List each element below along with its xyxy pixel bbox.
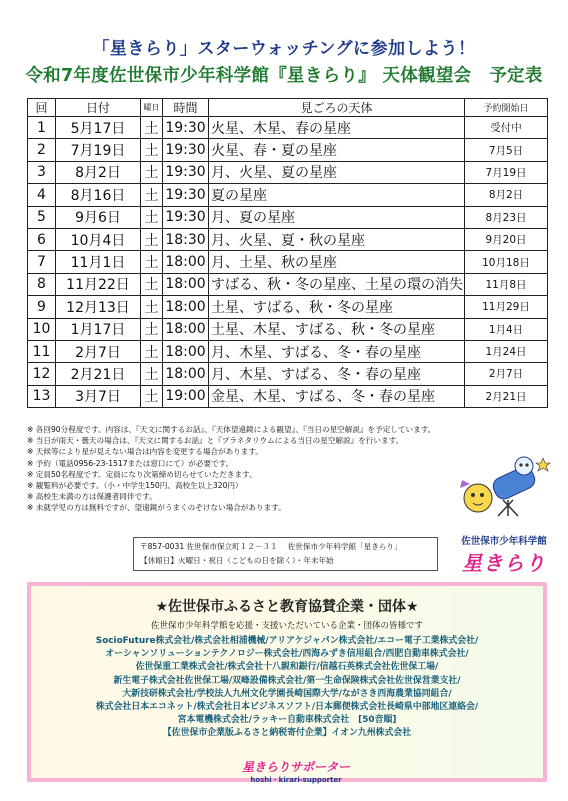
row-time: 19:30	[163, 117, 209, 139]
row-number: 10	[28, 318, 56, 340]
row-objects: 月、木星、すばる、冬・春の星座	[209, 340, 465, 362]
sponsor-list	[31, 635, 543, 741]
note-item: ※ 各回90分程度です。内容は、『天文に関するお話』、『天体望遠鏡による観望』、『当日の星空解説』を予定しています。	[27, 425, 436, 434]
row-date: 8月16日	[56, 184, 141, 206]
row-date: 7月19日	[56, 139, 141, 161]
sponsor-line: 【佐世保市企業版ふるさと納税寄付企業】イオン九州株式会社	[162, 728, 412, 739]
row-time: 18:00	[163, 340, 209, 362]
row-number: 2	[28, 139, 56, 161]
row-start-date: 1月24日	[465, 340, 548, 362]
row-start-date: 2月7日	[465, 363, 548, 385]
row-objects: 月、夏の星座	[209, 206, 465, 228]
address-line: 〒857-0031 佐世保市保立町１２－３１ 佐世保市少年科学館「星きらり」	[140, 542, 402, 551]
row-start-date: 7月5日	[465, 139, 548, 161]
row-time: 19:30	[163, 161, 209, 183]
sponsor-line: 新生電子株式会社佐世保工場/双峰設備株式会社/第一生命保険株式会社佐世保営業支社/	[113, 675, 461, 686]
sponsor-title: ★佐世保市ふるさと教育協賛企業・団体★	[155, 599, 419, 615]
table-row	[28, 296, 548, 318]
note-item: ※ 観覧料が必要です。（小・中学生150円、高校生以上320円）	[27, 481, 243, 491]
row-objects: 夏の星座	[209, 184, 465, 206]
row-number: 7	[28, 251, 56, 273]
table-row	[28, 117, 548, 139]
row-number: 11	[28, 340, 56, 362]
sponsor-line: オーシャンソリューションテクノロジー株式会社/西海みずき信用組合/西肥自動車株式会社/	[105, 649, 469, 660]
note-item: ※ 天候等により星が見えない場合は内容を変更する場合があります。	[27, 447, 263, 457]
table-row	[28, 318, 548, 340]
row-weekday: 土	[141, 161, 163, 183]
row-date: 2月7日	[56, 340, 141, 362]
row-objects: 月、土星、秋の星座	[209, 251, 465, 273]
header-no: 回	[28, 99, 56, 117]
header-objects: 見ごろの天体	[209, 99, 465, 117]
table-row	[28, 273, 548, 295]
mascot-illustration	[448, 450, 558, 520]
table-row	[28, 363, 548, 385]
row-weekday: 土	[141, 363, 163, 385]
row-time: 18:30	[163, 228, 209, 250]
row-start-date: 8月2日	[465, 184, 548, 206]
row-number: 8	[28, 273, 56, 295]
table-body	[28, 117, 548, 408]
row-number: 1	[28, 117, 56, 139]
row-time: 19:30	[163, 184, 209, 206]
supporter-logo-main: 星きらりサポーター	[241, 760, 350, 774]
row-objects: すばる、秋・冬の星座、土星の環の消失	[209, 273, 465, 295]
sponsor-box	[27, 582, 547, 782]
row-number: 5	[28, 206, 56, 228]
table-row	[28, 228, 548, 250]
table-header-row	[28, 99, 548, 117]
row-date: 3月7日	[56, 385, 141, 407]
row-date: 12月13日	[56, 296, 141, 318]
row-objects: 月、火星、夏の星座	[209, 161, 465, 183]
row-objects: 金星、木星、すばる、冬・春の星座	[209, 385, 465, 407]
row-objects: 月、木星、すばる、冬・春の星座	[209, 363, 465, 385]
supporter-logo	[211, 758, 381, 785]
note-item: ※ 当日が雨天・曇天の場合は、『天文に関するお話』と『プラネタリウムによる当日の星空解説』を行います。	[27, 436, 404, 446]
row-time: 19:00	[163, 385, 209, 407]
row-weekday: 土	[141, 251, 163, 273]
sponsor-line: 株式会社日本エコネット/株式会社日本ビジネスソフト/日本郵便株式会社長崎県中部地区連絡会/	[95, 702, 479, 713]
row-date: 8月2日	[56, 161, 141, 183]
row-weekday: 土	[141, 385, 163, 407]
table-row	[28, 251, 548, 273]
row-start-date: 11月29日	[465, 296, 548, 318]
museum-logo: 星きらり	[462, 551, 546, 575]
table-row	[28, 385, 548, 407]
row-time: 19:30	[163, 139, 209, 161]
table-row	[28, 139, 548, 161]
table-row	[28, 340, 548, 362]
museum-logo-block	[446, 533, 562, 576]
row-number: 4	[28, 184, 56, 206]
row-number: 12	[28, 363, 56, 385]
row-time: 18:00	[163, 318, 209, 340]
table-row	[28, 184, 548, 206]
row-weekday: 土	[141, 228, 163, 250]
row-start-date: 8月23日	[465, 206, 548, 228]
row-objects: 月、火星、夏・秋の星座	[209, 228, 465, 250]
row-weekday: 土	[141, 340, 163, 362]
table-row	[28, 206, 548, 228]
row-weekday: 土	[141, 184, 163, 206]
row-weekday: 土	[141, 206, 163, 228]
row-number: 3	[28, 161, 56, 183]
row-time: 19:30	[163, 206, 209, 228]
address-box	[133, 537, 438, 571]
row-start-date: 2月21日	[465, 385, 548, 407]
row-time: 18:00	[163, 296, 209, 318]
row-weekday: 土	[141, 139, 163, 161]
row-date: 1月17日	[56, 318, 141, 340]
row-time: 18:00	[163, 363, 209, 385]
row-start-date: 1月4日	[465, 318, 548, 340]
note-item: ※ 定員50名程度です。定員になり次第締め切らせていただきます。	[27, 469, 257, 479]
row-date: 2月21日	[56, 363, 141, 385]
notes-list	[27, 424, 507, 514]
row-start-date: 7月19日	[465, 161, 548, 183]
note-item: ※ 未就学児の方は無料ですが、望遠鏡がうまくのぞけない場合があります。	[27, 503, 286, 513]
row-date: 11月22日	[56, 273, 141, 295]
header-date: 日付	[56, 99, 141, 117]
sponsor-line: SocioFuture株式会社/株式会社相浦機械/アリアケジャパン株式会社/エコー電子工業株式会社/	[95, 636, 479, 646]
row-time: 18:00	[163, 251, 209, 273]
row-date: 5月17日	[56, 117, 141, 139]
row-date: 9月6日	[56, 206, 141, 228]
page-subtitle: 「星きらり」スターウォッチングに参加しよう！	[92, 39, 476, 59]
table-row	[28, 161, 548, 183]
row-start-date: 10月18日	[465, 251, 548, 273]
note-item: ※ 高校生未満の方は保護者同伴です。	[27, 492, 157, 502]
page-title: 令和7年度佐世保市少年科学館『星きらり』 天体観望会 予定表	[25, 66, 543, 86]
header-dow: 曜日	[141, 99, 163, 117]
row-objects: 土星、木星、すばる、秋・冬の星座	[209, 318, 465, 340]
row-weekday: 土	[141, 273, 163, 295]
sponsor-line: 大新技研株式会社/学校法人九州文化学園長崎国際大学/ながさき西海農業協同組合/	[122, 688, 452, 699]
sponsor-subtitle: 佐世保市少年科学館を応援・支援いただいている企業・団体の皆様です	[150, 621, 423, 631]
row-start-date: 11月8日	[465, 273, 548, 295]
sponsor-line: 宮本電機株式会社/ラッキー自動車株式会社 [50音順]	[177, 715, 397, 726]
sponsor-line: 佐世保重工業株式会社/株式会社十八親和銀行/信越石英株式会社佐世保工場/	[135, 662, 439, 673]
row-start-date: 9月20日	[465, 228, 548, 250]
row-date: 10月4日	[56, 228, 141, 250]
header-start: 予約開始日	[465, 99, 548, 117]
row-date: 11月1日	[56, 251, 141, 273]
row-number: 13	[28, 385, 56, 407]
row-objects: 火星、春・夏の星座	[209, 139, 465, 161]
row-objects: 火星、木星、春の星座	[209, 117, 465, 139]
note-item: ※ 予約（電話0956-23-1517または窓口にて）が必要です。	[27, 458, 234, 468]
closed-days-line: 【休館日】火曜日・祝日（こどもの日を除く）・年末年始	[140, 556, 334, 565]
row-start-date: 受付中	[465, 117, 548, 139]
row-weekday: 土	[141, 117, 163, 139]
row-number: 9	[28, 296, 56, 318]
row-time: 18:00	[163, 273, 209, 295]
header-time: 時間	[163, 99, 209, 117]
museum-name: 佐世保市少年科学館	[461, 536, 547, 547]
row-objects: 土星、すばる、秋・冬の星座	[209, 296, 465, 318]
row-weekday: 土	[141, 296, 163, 318]
supporter-logo-sub: hoshi・kirari-supporter	[250, 776, 342, 784]
row-number: 6	[28, 228, 56, 250]
schedule-table	[27, 98, 548, 408]
row-weekday: 土	[141, 318, 163, 340]
